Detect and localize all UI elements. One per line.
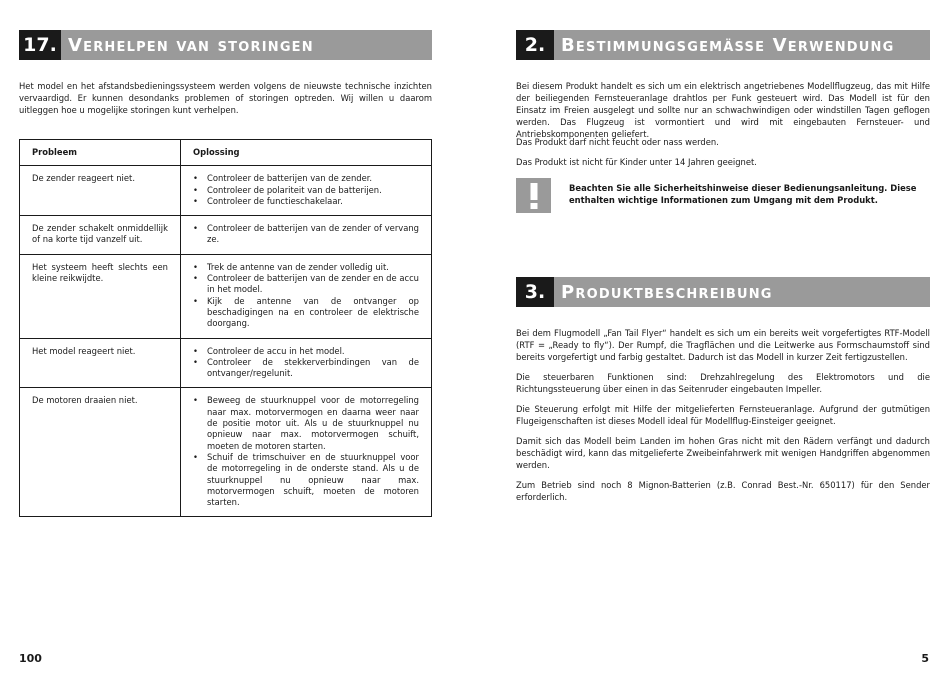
table-row: [20, 254, 432, 338]
section-number: 17.: [19, 30, 61, 60]
column-header-solution: Oplossing: [181, 140, 432, 166]
solution-cell: [181, 166, 432, 216]
section-number: 3.: [516, 277, 554, 307]
section-2-heading: [516, 30, 930, 60]
solution-item: • Controleer de batterijen van de zender of vervang ze.: [193, 223, 419, 246]
section-3-heading: [516, 277, 930, 307]
solution-item: • Controleer de polariteit van de batterijen.: [193, 185, 419, 196]
intro-paragraph: Het model en het afstandsbedieningssysteem werden volgens de nieuwste technische inzichten vervaardigd. Er kunnen desondanks problemen of storingen optreden. Wij willen u daarom uitleggen hoe u mogelijke storingen kunt verhelpen.: [19, 81, 432, 115]
problem-cell: De zender reageert niet.: [20, 166, 181, 216]
solution-item: • Schuif de trimschuiver en de stuurknuppel voor de motorregeling in de onderste stand. Als u de stuurknuppel nu opnieuw naar max. motorvermogen schuift, moeten de motoren starten.: [193, 452, 419, 508]
solution-item: • Trek de antenne van de zender volledig uit.: [193, 262, 419, 273]
warning-icon: [516, 178, 551, 213]
page-number-left: 100: [19, 652, 42, 665]
solution-item: • Beweeg de stuurknuppel voor de motorregeling naar max. motorvermogen en daarna weer naar de positie motor uit. Als u de stuurknuppel nu opnieuw naar max. motorvermogen schuift, moeten de motoren starten.: [193, 395, 419, 451]
paragraph: Bei diesem Produkt handelt es sich um ein elektrisch angetriebenes Modellflugzeug, das mit Hilfe der beiliegenden Fernsteueranlage drahtlos per Funk gesteuert wird. Das Modell ist für den Einsatz im Freien ausgelegt und sollte nur an schwachwindigen oder windstillen Tagen geflogen werden. Das Flugzeug ist vormontiert und wird mit eingebauten Fernsteuer- und Antriebskomponenten geliefert.: [516, 81, 930, 139]
section-title: Verhelpen van storingen: [61, 30, 432, 60]
paragraph: Das Produkt darf nicht feucht oder nass werden.: [516, 137, 719, 147]
paragraph: Die Steuerung erfolgt mit Hilfe der mitgelieferten Fernsteueranlage. Aufgrund der gutmütigen Flugeigenschaften ist dieses Modell ideal für Modellflug-Einsteiger geeignet.: [516, 404, 930, 426]
problem-cell: Het model reageert niet.: [20, 338, 181, 388]
solution-item: • Controleer de batterijen van de zender en de accu in het model.: [193, 273, 419, 296]
solution-item: • Controleer de batterijen van de zender.: [193, 173, 419, 184]
solution-cell: [181, 338, 432, 388]
table-header-row: [20, 140, 432, 166]
paragraph: Das Produkt ist nicht für Kinder unter 14 Jahren geeignet.: [516, 157, 757, 167]
problem-cell: De zender schakelt onmiddellijk of na korte tijd vanzelf uit.: [20, 216, 181, 255]
solution-cell: [181, 254, 432, 338]
section-title: Bestimmungsgemässe Verwendung: [554, 30, 930, 60]
paragraph: Zum Betrieb sind noch 8 Mignon-Batterien (z.B. Conrad Best.-Nr. 650117) für den Sender erforderlich.: [516, 480, 930, 502]
page-number-right: 5: [921, 652, 929, 665]
section-number: 2.: [516, 30, 554, 60]
warning-text: Beachten Sie alle Sicherheitshinweise dieser Bedienungsanleitung. Diese enthalten wichtige Informationen zum Umgang mit dem Produkt.: [569, 183, 917, 205]
solution-item: • Controleer de functieschakelaar.: [193, 196, 419, 207]
paragraph: Damit sich das Modell beim Landen im hohen Gras nicht mit den Rädern verfängt und dadurch beschädigt wird, kann das mitgelieferte Zweibeinfahrwerk mit wenigen Handgriffen abgenommen werden.: [516, 436, 930, 470]
troubleshooting-table: [19, 139, 432, 517]
section-17-heading: [19, 30, 432, 60]
problem-cell: Het systeem heeft slechts een kleine reikwijdte.: [20, 254, 181, 338]
solution-item: • Controleer de stekkerverbindingen van de ontvanger/regelunit.: [193, 357, 419, 380]
column-header-problem: Probleem: [20, 140, 181, 166]
problem-cell: De motoren draaien niet.: [20, 388, 181, 517]
table-row: [20, 166, 432, 216]
paragraph: Die steuerbaren Funktionen sind: Drehzahlregelung des Elektromotors und die Richtungssteuerung über einen in das Seitenruder eingebauten Impeller.: [516, 372, 930, 394]
table-row: [20, 388, 432, 517]
paragraph: Bei dem Flugmodell „Fan Tail Flyer“ handelt es sich um ein bereits weit vorgefertigtes RTF-Modell (RTF = „Ready to fly“). Der Rumpf, die Tragflächen und die Leitwerke aus Formschaumstoff sind bereits vorgefertigt und farbig gestaltet. Dadurch ist das Modell in kurzer Zeit fertigzustellen.: [516, 328, 930, 362]
solution-item: • Controleer de accu in het model.: [193, 346, 419, 357]
solution-cell: [181, 388, 432, 517]
table-row: [20, 216, 432, 255]
section-title: Produktbeschreibung: [554, 277, 930, 307]
table-row: [20, 338, 432, 388]
solution-item: • Kijk de antenne van de ontvanger op beschadigingen na en controleer de elektrische doorgang.: [193, 296, 419, 330]
right-page: [475, 0, 950, 673]
solution-cell: [181, 216, 432, 255]
